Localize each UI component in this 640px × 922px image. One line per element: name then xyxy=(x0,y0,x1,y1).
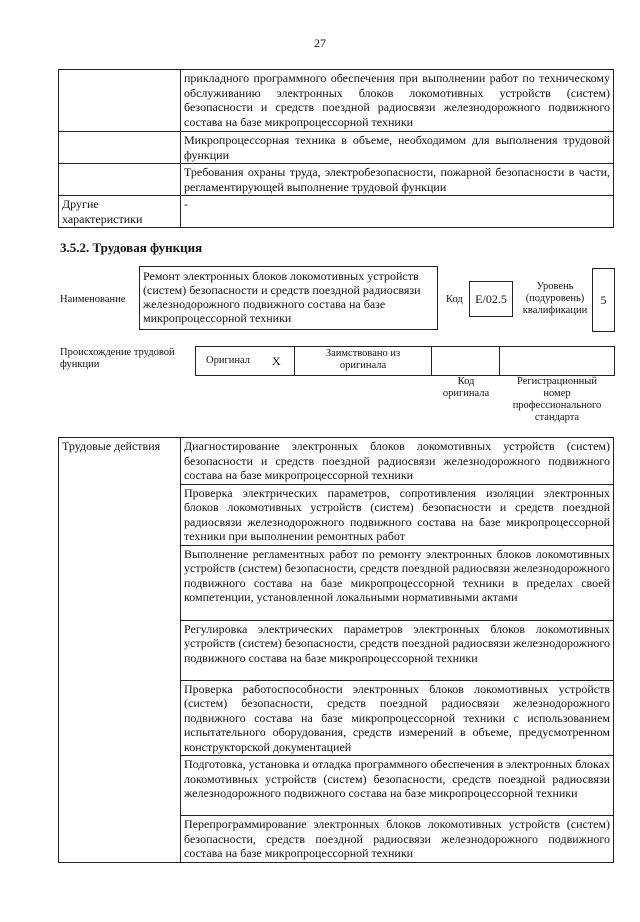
table-row xyxy=(59,438,614,485)
origin-label: Происхождение трудовой функции xyxy=(60,347,175,370)
original-label: Оригинал xyxy=(206,355,250,366)
action-item: Проверка электрических параметров, сопротивления изоляции электронных блоков локомотивных устройств (систем) безопасности и средств поездной радиосвязи железнодорожного подвижного состава на базе микропроцессорной техники при выполнении ремонтных работ xyxy=(181,484,614,545)
code-original-caption: Код оригинала xyxy=(442,376,490,399)
requirements-table xyxy=(58,69,614,228)
function-name-box xyxy=(139,266,438,330)
table-row xyxy=(59,132,614,164)
level-label: Уровень (подуровень) квалификации xyxy=(522,281,588,316)
function-name: Ремонт электронных блоков локомотивных устройств (систем) безопасности и средств поездной радиосвязи железнодорожного подвижного состава на базе микропроцессорной техники xyxy=(143,269,421,325)
row-label-other: Другие характеристики xyxy=(59,196,181,228)
row-text: Микропроцессорная техника в объеме, необходимом для выполнения трудовой функции xyxy=(181,132,614,164)
name-label: Наименование xyxy=(60,294,126,305)
page-number: 27 xyxy=(314,36,326,50)
row-text: Требования охраны труда, электробезопасности, пожарной безопасности в части, регламентирующей выполнение трудовой функции xyxy=(181,164,614,196)
row-text: - xyxy=(181,196,614,228)
row-text: прикладного программного обеспечения при выполнении работ по техническому обслуживанию электронных блоков локомотивных устройств (систем) безопасности и средств поездной радиосвязи железнодорожного подвижного состава на базе микропроцессорной техники xyxy=(181,70,614,132)
level-box xyxy=(592,268,615,332)
actions-label: Трудовые действия xyxy=(59,438,181,863)
action-item: Перепрограммирование электронных блоков локомотивных устройств (систем) безопасности, средств поездной радиосвязи железнодорожного подвижного состава на базе микропроцессорной техники xyxy=(181,816,614,863)
code-label: Код xyxy=(446,294,463,305)
reg-number-caption: Регистрационный номер профессионального стандарта xyxy=(512,376,602,423)
level-value: 5 xyxy=(600,293,607,307)
action-item: Проверка работоспособности электронных блоков локомотивных устройств (систем) безопасности, средств поездной радиосвязи железнодорожного подвижного состава на базе микропроцессорной техники с использованием испытательного оборудования, средств измерений в объеме, предусмотренном конструкторской документацией xyxy=(181,680,614,756)
action-item: Регулировка электрических параметров электронных блоков локомотивных устройств (систем) безопасности, средств поездной радиосвязи железнодорожного подвижного состава на базе микропроцессорной техники xyxy=(181,620,614,680)
code-value: E/02.5 xyxy=(475,292,507,306)
row-label xyxy=(59,70,181,132)
action-item: Подготовка, установка и отладка программного обеспечения в электронных блоках локомотивных устройств (систем) безопасности, средств поездной радиосвязи железнодорожного подвижного состава на базе микропроцессорной техники xyxy=(181,756,614,816)
row-label xyxy=(59,164,181,196)
table-row xyxy=(59,196,614,228)
action-item: Выполнение регламентных работ по ремонту электронных блоков локомотивных устройств (систем) безопасности, средств поездной радиосвязи железнодорожного подвижного состава на базе микропроцессорной техники в пределах своей компетенции, установленной локальными нормативными актами xyxy=(181,545,614,620)
table-row xyxy=(59,164,614,196)
labor-actions-table xyxy=(58,437,614,863)
code-box xyxy=(469,281,513,317)
action-item: Диагностирование электронных блоков локомотивных устройств (систем) безопасности и средств поездной радиосвязи железнодорожного подвижного состава на базе микропроцессорной техники xyxy=(181,438,614,485)
borrowed-label: Заимствовано из оригинала xyxy=(325,348,401,371)
origin-divider xyxy=(499,346,500,376)
table-row xyxy=(59,70,614,132)
origin-divider xyxy=(431,346,432,376)
section-heading: 3.5.2. Трудовая функция xyxy=(60,240,203,255)
origin-divider xyxy=(294,346,295,376)
original-mark: X xyxy=(272,354,281,368)
row-label xyxy=(59,132,181,164)
